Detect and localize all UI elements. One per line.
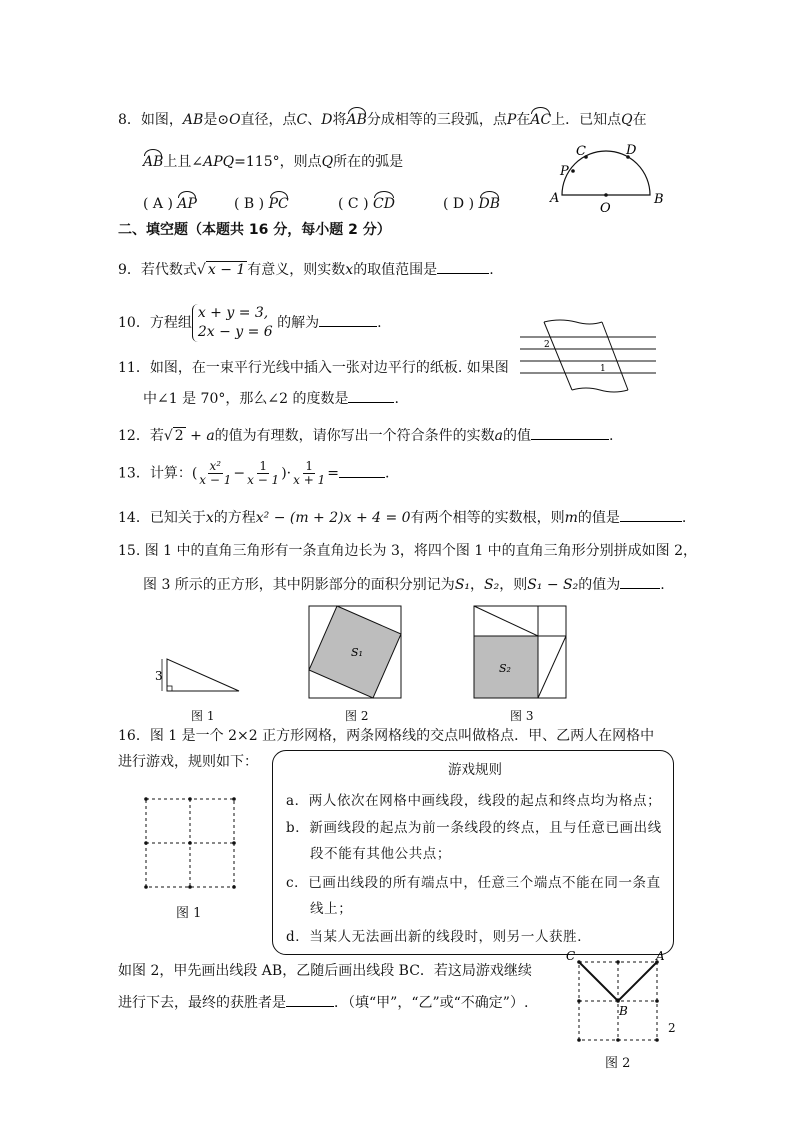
q9-answer-blank [437,273,489,274]
q15-fig1-triangle [155,655,245,697]
q11-parallel-rays-figure [520,316,660,396]
rule-b: b．新画线段的起点为前一条线段的终点，且与任意已画出线 [286,820,662,836]
q11-line1: 11．如图，在一束平行光线中插入一张对边平行的纸板. 如果图 [118,360,509,376]
q14-answer-blank [620,521,682,522]
svg-text:S₁: S₁ [351,646,363,659]
svg-text:S₂: S₂ [499,662,511,675]
rule-c-cont: 线上； [310,901,353,917]
page-number: 2 [668,1021,676,1035]
q15-fig2-caption: 图 2 [345,709,369,723]
svg-text:1: 1 [600,364,606,374]
q13: 13．计算：( $\frac{\text{x²}}{x - 1}$ − $\frac{1}{x - 1}$ )· $\frac{1}{x + 1}$ = . [118,459,390,488]
q16-answer-blank [286,1006,334,1007]
q8-line2: AB上且∠APQ=115°，则点Q所在的弧是 [143,154,404,170]
svg-text:B: B [619,1004,628,1018]
label-a: A [550,191,560,206]
label-o: O [600,201,611,216]
q15-fig3-square [473,605,568,700]
q16-fig1-caption: 图 1 [176,906,202,921]
q8-option-d: ( D ) DB [443,196,501,212]
q15-fig1-caption: 图 1 [191,709,215,723]
q15-line1: 15. 图 1 中的直角三角形有一条直角边长为 3，将四个图 1 中的直角三角形分别拼成如图 2， [118,543,698,559]
q15-fig2-square [308,605,403,700]
svg-text:C: C [566,949,576,963]
rule-d: d．当某人无法画出新的线段时，则另一人获胜． [286,929,592,945]
label-b: B [654,192,664,207]
q8-option-a: ( A ) AP [143,196,197,212]
rules-title: 游戏规则 [448,762,502,778]
svg-text:3: 3 [155,669,163,683]
center-dot [604,193,608,197]
svg-text:A: A [656,949,665,963]
q15-answer-blank [620,588,660,589]
label-c: C [576,144,586,159]
q16-fig1-grid [140,795,240,895]
q15-line2: 图 3 所示的正方形，其中阴影部分的面积分别记为S₁，S₂，则S₁ − S₂的值为 . [143,577,665,593]
rule-c: c．已画出线段的所有端点中，任意三个端点不能在同一条直 [286,875,661,891]
q16-line1: 16．图 1 是一个 2×2 正方形网格，两条网格线的交点叫做格点．甲、乙两人在网格中 [118,728,655,744]
q10-answer-blank [319,326,377,327]
q16-fig2-caption: 图 2 [605,1056,631,1071]
q15-fig3-caption: 图 3 [510,709,534,723]
section2-heading: 二、填空题（本题共 16 分，每小题 2 分） [118,222,391,238]
q16-after-line1: 如图 2，甲先画出线段 AB，乙随后画出线段 BC．若这局游戏继续 [118,963,532,979]
q16-line2: 进行游戏，规则如下： [118,754,258,770]
q14: 14．已知关于x的方程x² − (m + 2)x + 4 = 0有两个相等的实数根，则m的值是 . [118,510,687,526]
label-p: P [560,164,569,179]
svg-text:2: 2 [544,340,550,350]
q13-answer-blank [339,477,385,478]
q12-answer-blank [531,439,609,440]
q16-after-line2: 进行下去，最终的获胜者是 ．（填“甲”，“乙”或“不确定”）. [118,995,529,1011]
equation-system: x + y = 3, 2x − y = 6 [192,304,273,342]
q12: 12．若√ 2 + a的值为有理数，请你写出一个符合条件的实数a的值 . [118,428,614,444]
q10: 10．方程组x + y = 3, 2x − y = 6 的解为 . [118,305,382,340]
q9: 9．若代数式√ x − 1 有意义，则实数x的取值范围是 . [118,262,494,278]
q8-semicircle-figure [540,140,670,215]
q8-line1: 8．如图，AB是⊙O直径，点C、D将AB分成相等的三段弧，点P在AC上．已知点Q在 [118,112,647,128]
q11-line2: 中∠1 是 70°，那么∠2 的度数是 . [143,391,399,407]
q8-option-b: ( B ) PC [234,196,289,212]
q8-option-c: ( C ) CD [338,196,395,212]
q16-fig2-grid [565,950,665,1046]
label-d: D [626,143,637,158]
rule-b-cont: 段不能有其他公共点； [310,846,451,862]
rule-a: a．两人依次在网格中画线段，线段的起点和终点均为格点； [286,793,662,809]
q11-answer-blank [348,402,394,403]
